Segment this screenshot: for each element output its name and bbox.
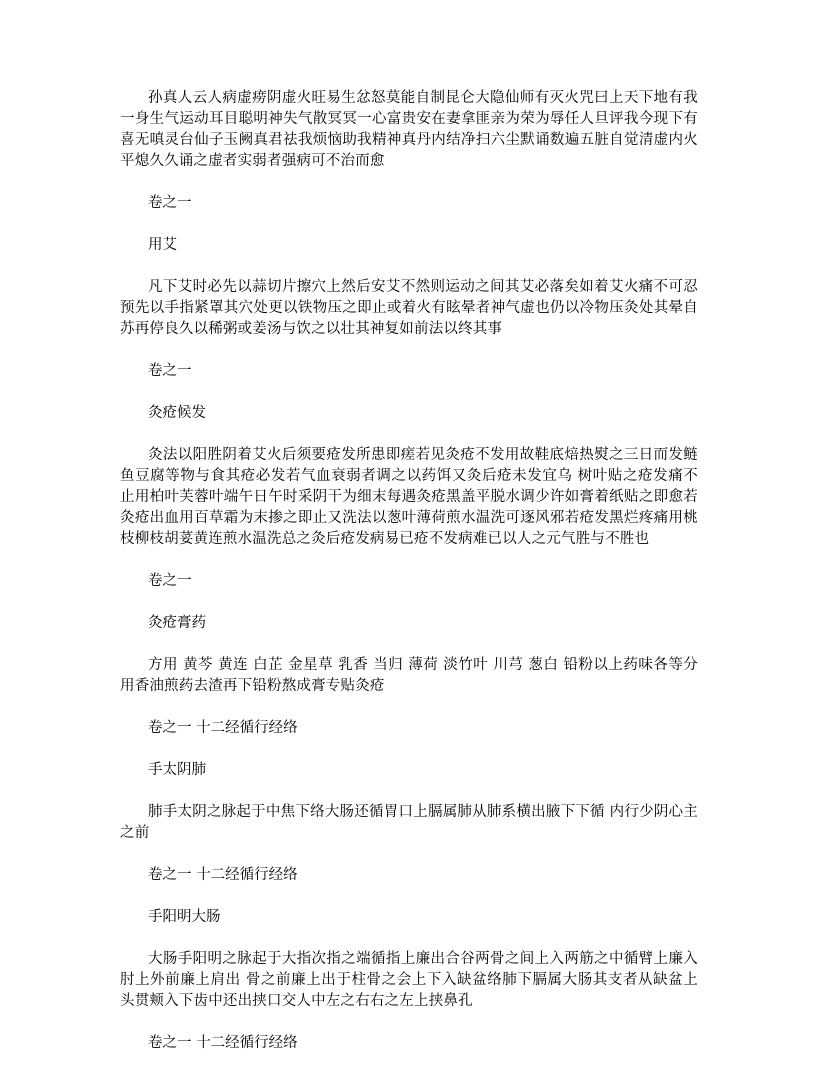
- section-title-jiuchuang-houfa: 灸疮候发: [148, 405, 206, 421]
- section-title-shou-taiyin-fei: 手太阴肺: [148, 762, 206, 778]
- paragraph-jiuchuang-gaoyao: 方用 黄芩 黄连 白芷 金星草 乳香 当归 薄荷 淡竹叶 川芎 葱白 铅粉以上药味各等分用香油煎药去渣再下铅粉熬成膏专贴灸疮: [120, 657, 698, 694]
- section-heading: 卷之一 十二经循行经络: [148, 720, 298, 736]
- section-heading: 卷之一 十二经循行经络: [148, 1035, 298, 1051]
- paragraph-shou-taiyin-fei: 肺手太阴之脉起于中焦下络大肠还循胃口上膈属肺从肺系横出腋下下循 内行少阴心主之前: [120, 804, 698, 841]
- section-heading: 卷之一: [148, 573, 192, 589]
- section-title-jiuchuang-gaoyao: 灸疮膏药: [148, 615, 206, 631]
- paragraph-yong-ai: 凡下艾时必先以蒜切片擦穴上然后安艾不然则运动之间其艾必落矣如着艾火痛不可忍预先以手指紧罩其穴处更以铁物压之即止或着火有眩晕者神气虚也仍以冷物压灸处其晕自苏再停良久以稀粥或姜汤与饮之以壮其神复如前法以终其事: [120, 279, 698, 337]
- section-heading: 卷之一: [148, 363, 192, 379]
- section-heading: 卷之一 十二经循行经络: [148, 867, 298, 883]
- section-heading: 卷之一: [148, 195, 192, 211]
- section-title-yong-ai: 用艾: [148, 237, 177, 253]
- section-title-shou-yangming-dachang: 手阳明大肠: [148, 909, 221, 925]
- document-page: [120, 88, 698, 1075]
- paragraph-shou-yangming-dachang: 大肠手阳明之脉起于大指次指之端循指上廉出合谷两骨之间上入两筋之中循臂上廉入肘上外前廉上肩出 骨之前廉上出于柱骨之会上下入缺盆络肺下膈属大肠其支者从缺盆上头贯颊入下齿中还出挟口交人中左之右右之左上挟鼻孔: [120, 951, 698, 1009]
- paragraph-jiuchuang-houfa: 灸法以阳胜阴着艾火后须要疮发所患即瘥若见灸疮不发用故鞋底焙热熨之三日而发鲢鱼豆腐等物与食其疮必发若气血衰弱者调之以药饵又灸后疮未发宜乌 树叶贴之疮发痛不止用柏叶芙蓉叶端午日午时采阴干为细末每遇灸疮黑盖平脱水调少许如膏着纸贴之即愈若灸疮出血用百草霜为末掺之即止又洗法以葱叶薄荷煎水温洗可逐风邪若疮发黑烂疼痛用桃枝柳枝胡荽黄连煎水温洗总之灸后疮发病易已疮不发病难已以人之元气胜与不胜也: [120, 447, 698, 547]
- paragraph-incantation: 孙真人云人病虚痨阴虚火旺易生忿怒莫能自制昆仑大隐仙师有灭火咒曰上天下地有我一身生气运动耳目聪明神失气散冥冥一心富贵安在妻拿匪亲为荣为辱任人旦评我今现下有喜无嗔灵台仙子玉阙真君祛我烦恼助我精神真丹内结净扫六尘默诵数遍五脏自觉清虚内火平熄久久诵之虚者实弱者强病可不治而愈: [120, 90, 698, 169]
